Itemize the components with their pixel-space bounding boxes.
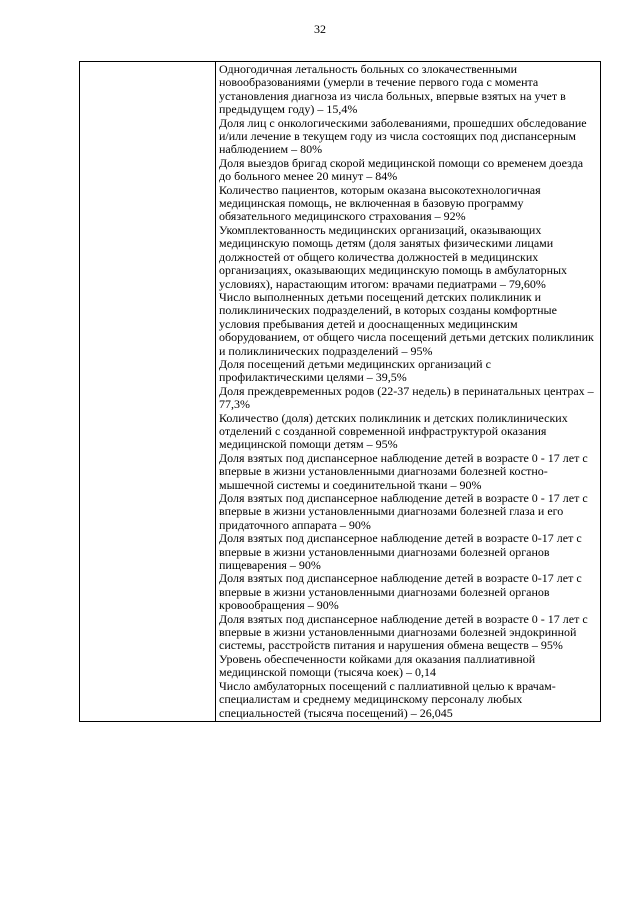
indicator-item: Одногодичная летальность больных со злокачественными новообразованиями (умерли в течение первого года с момента установления диагноза из числа больных, впервые взятых на учет в предыдущем году) – 15,4%: [219, 62, 566, 117]
indicator-item: Количество пациентов, которым оказана высокотехнологичная медицинская помощь, не включенная в базовую программу обязательного медицинского страхования – 92%: [219, 182, 541, 224]
indicator-item: Доля лиц с онкологическими заболеваниями, прошедших обследование и/или лечение в текущем году из числа состоящих под диспансерным наблюдением – 80%: [219, 115, 587, 157]
indicator-item: Количество (доля) детских поликлиник и детских поликлинических отделений с созданной современной инфраструктурой оказания медицинской помощи детям – 95%: [219, 410, 568, 452]
indicator-item: Доля посещений детьми медицинских организаций с профилактическими целями – 39,5%: [219, 356, 491, 385]
indicators-table: [79, 61, 601, 722]
indicator-item: Доля взятых под диспансерное наблюдение детей в возрасте 0 - 17 лет с впервые в жизни установленными диагнозами болезней костно-мышечной системы и соединительной ткани – 90%: [219, 450, 588, 492]
indicator-item: Доля преждевременных родов (22-37 недель) в перинатальных центрах – 77,3%: [219, 383, 594, 412]
indicator-item: Число выполненных детьми посещений детских поликлиник и поликлинических подразделений, в которых созданы комфортные условия пребывания детей и дооснащенных медицинским оборудованием, от общего числа посещений детьми детских поликлиник и поликлинических подразделений – 95%: [219, 289, 594, 358]
indicator-item: Доля взятых под диспансерное наблюдение детей в возрасте 0-17 лет с впервые в жизни установленными диагнозами болезней органов кровообращения – 90%: [219, 571, 582, 613]
indicator-item: Доля выездов бригад скорой медицинской помощи со временем доезда до больного менее 20 минут – 84%: [219, 155, 584, 184]
indicator-item: Доля взятых под диспансерное наблюдение детей в возрасте 0 - 17 лет с впервые в жизни установленными диагнозами болезней эндокринной системы, расстройств питания и нарушения обмена веществ – 95%: [219, 611, 588, 653]
empty-left-cell: [80, 62, 216, 722]
indicator-item: Укомплектованность медицинских организаций, оказывающих медицинскую помощь детям (доля занятых физическими лицами должностей от общего количества должностей в медицинских организациях, оказывающих медицинскую помощь в амбулаторных условиях), нарастающим итогом: врачами педиатрами – 79,60%: [219, 222, 568, 291]
indicator-item: Уровень обеспеченности койками для оказания паллиативной медицинской помощи (тысяча коек) – 0,14: [219, 651, 536, 680]
indicators-cell: [216, 62, 601, 722]
indicator-item: Доля взятых под диспансерное наблюдение детей в возрасте 0 - 17 лет с впервые в жизни установленными диагнозами болезней глаза и его придаточного аппарата – 90%: [219, 491, 588, 532]
page-number: 32: [314, 22, 326, 36]
indicator-item: Доля взятых под диспансерное наблюдение детей в возрасте 0-17 лет с впервые в жизни установленными диагнозами болезней органов пищеварения – 90%: [219, 531, 582, 573]
indicator-item: Число амбулаторных посещений с паллиативной целью к врачам-специалистам и среднему медицинскому персоналу любых специальностей (тысяча посещений) – 26,045: [219, 678, 556, 720]
table-row: [80, 62, 601, 722]
